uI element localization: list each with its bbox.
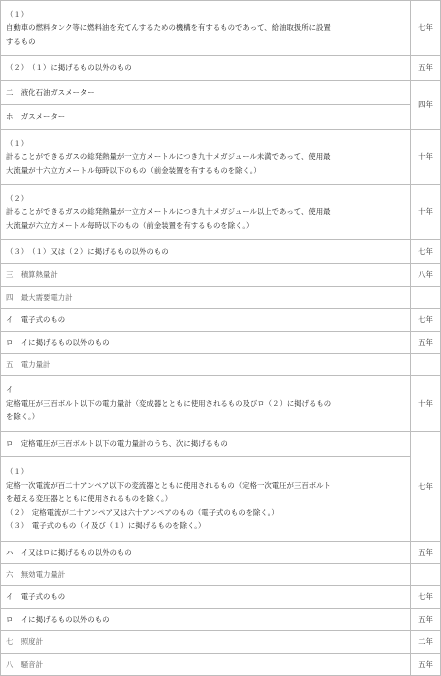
table-row — [1, 376, 441, 432]
item-line: （１） — [6, 9, 29, 19]
duration-cell: 四年 — [411, 81, 441, 130]
item-cell — [1, 56, 411, 81]
table-row — [1, 105, 441, 130]
item-line: （１） — [6, 467, 29, 477]
item-line: 七 照度計 — [6, 637, 43, 647]
table-row — [1, 56, 441, 81]
table-row — [1, 185, 441, 240]
item-line: 定格一次電流が百二十アンペア以下の変流器とともに使用されるもの（定格一次電圧が三百ボルト — [6, 480, 331, 490]
item-line: 二 液化石油ガスメーター — [6, 87, 95, 97]
duration-cell: 五年 — [411, 56, 441, 81]
table-row — [1, 264, 441, 287]
item-cell — [1, 185, 411, 240]
item-line: ハ イ又はロに掲げるもの以外のもの — [6, 547, 132, 557]
item-cell — [1, 376, 411, 432]
item-line: するもの — [6, 36, 36, 46]
duration-cell: 五年 — [411, 332, 441, 354]
duration-cell — [411, 287, 441, 309]
table-row — [1, 432, 441, 457]
duration-cell: 十年 — [411, 376, 441, 432]
table-row — [1, 654, 441, 676]
duration-cell: 八年 — [411, 264, 441, 287]
item-line: 大流量が十六立方メートル毎時以下のもの（前金装置を有するものを除く。） — [6, 165, 261, 175]
item-line: 計ることができるガスの総発熱量が一立方メートルにつき九十メガジュール以上であって、使用最 — [6, 207, 331, 217]
item-cell — [1, 1, 411, 56]
duration-cell — [411, 354, 441, 376]
item-cell — [1, 354, 411, 376]
table-row — [1, 457, 441, 542]
item-cell — [1, 81, 411, 105]
duration-cell: 七年 — [411, 240, 441, 264]
table-row — [1, 564, 441, 586]
table-row — [1, 586, 441, 609]
item-cell — [1, 609, 411, 631]
table-row — [1, 287, 441, 309]
item-cell — [1, 564, 411, 586]
duration-cell: 五年 — [411, 654, 441, 676]
item-line: イ 電子式のもの — [6, 592, 66, 602]
item-line: 三 積算熱量計 — [6, 270, 58, 280]
duration-cell: 五年 — [411, 542, 441, 564]
table-row — [1, 354, 441, 376]
table-row — [1, 609, 441, 631]
duration-cell: 五年 — [411, 609, 441, 631]
item-line: 自動車の燃料タンク等に燃料油を充てんするための機構を有するものであって、給油取扱所に設置 — [6, 23, 331, 33]
table-row — [1, 1, 441, 56]
table-row — [1, 332, 441, 354]
duration-cell: 七年 — [411, 1, 441, 56]
item-cell — [1, 457, 411, 542]
item-line: 八 騒音計 — [6, 659, 43, 669]
table-row — [1, 240, 441, 264]
item-line: 大流量が六立方メートル毎時以下のもの（前金装置を有するものを除く。） — [6, 220, 254, 230]
item-cell — [1, 432, 411, 457]
item-line: （３） （１）又は（２）に掲げるもの以外のもの — [6, 246, 169, 256]
item-cell — [1, 654, 411, 676]
item-line: （１） — [6, 138, 29, 148]
table-row — [1, 542, 441, 564]
item-cell — [1, 332, 411, 354]
table-row — [1, 309, 441, 332]
item-cell — [1, 631, 411, 654]
item-line: （２） — [6, 193, 29, 203]
item-line: イ 電子式のもの — [6, 315, 66, 325]
item-line: 四 最大需要電力計 — [6, 292, 73, 302]
table-row — [1, 631, 441, 654]
item-cell — [1, 287, 411, 309]
item-line: ロ イに掲げるもの以外のもの — [6, 614, 110, 624]
duration-cell: 十年 — [411, 185, 441, 240]
item-line: を超える変圧器とともに使用されるものを除く。） — [6, 494, 173, 504]
duration-cell: 七年 — [411, 309, 441, 332]
item-line: を除く。） — [6, 412, 40, 422]
duration-cell: 十年 — [411, 130, 441, 185]
item-cell — [1, 130, 411, 185]
duration-cell — [411, 564, 441, 586]
item-cell — [1, 586, 411, 609]
table-row — [1, 130, 441, 185]
item-cell — [1, 264, 411, 287]
item-line: （２） （１）に掲げるもの以外のもの — [6, 63, 132, 73]
item-cell — [1, 105, 411, 130]
item-line: 定格電圧が三百ボルト以下の電力量計（変成器とともに使用されるもの及びロ（２）に掲げるもの — [6, 398, 332, 408]
item-line: （２） 定格電流が二十アンペア又は六十アンペアのもの（電子式のものを除く。） — [6, 507, 279, 517]
item-line: （３） 電子式のもの（イ及び（１）に掲げるものを除く。） — [6, 521, 206, 531]
item-line: ロ イに掲げるもの以外のもの — [6, 337, 110, 347]
duration-cell: 七年 — [411, 586, 441, 609]
item-line: イ — [6, 385, 14, 395]
item-cell — [1, 309, 411, 332]
item-line: 六 無効電力量計 — [6, 569, 66, 579]
duration-cell: 七年 — [411, 432, 441, 542]
table-row — [1, 81, 441, 105]
item-line: ホ ガスメーター — [6, 112, 66, 122]
item-cell — [1, 240, 411, 264]
item-line: ロ 定格電圧が三百ボルト以下の電力量計のうち、次に掲げるもの — [6, 439, 228, 449]
item-line: 五 電力量計 — [6, 359, 51, 369]
duration-cell: 二年 — [411, 631, 441, 654]
item-cell — [1, 542, 411, 564]
item-line: 計ることができるガスの総発熱量が一立方メートルにつき九十メガジュール未満であって、使用最 — [6, 152, 331, 162]
